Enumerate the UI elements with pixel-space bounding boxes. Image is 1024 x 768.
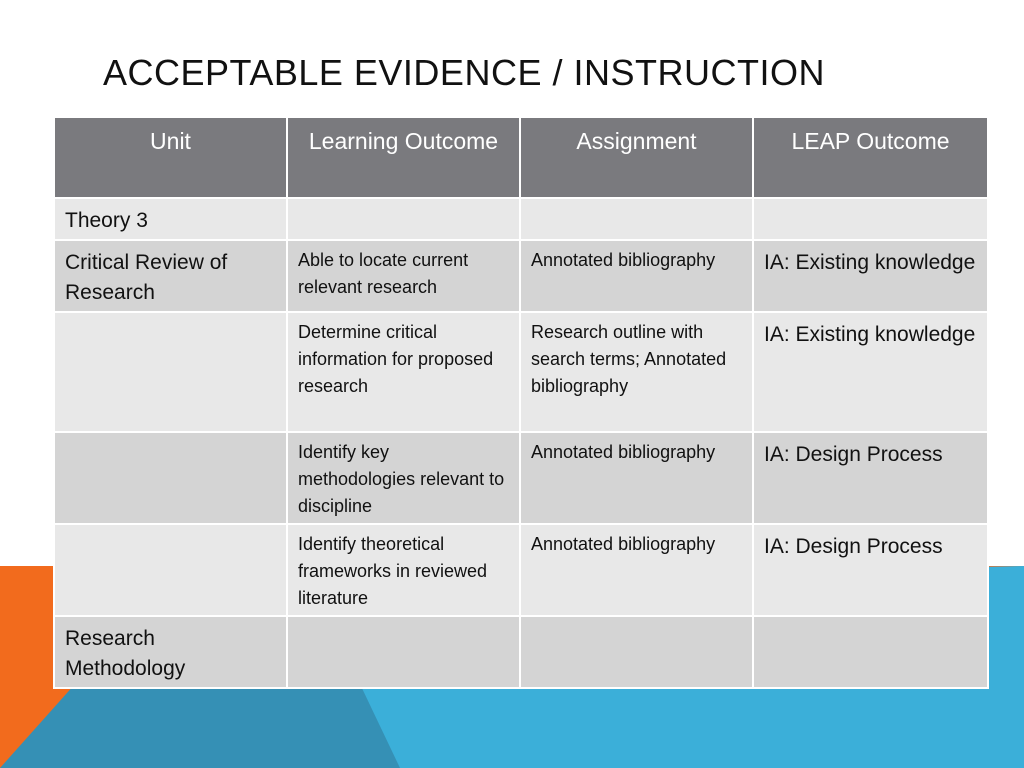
table-row xyxy=(54,616,988,688)
cell-unit xyxy=(54,524,287,616)
table-row xyxy=(54,524,988,616)
cell-assignment xyxy=(520,616,753,688)
slide-title: ACCEPTABLE EVIDENCE / INSTRUCTION xyxy=(103,52,825,93)
cell-leap-outcome: IA: Design Process xyxy=(753,524,988,616)
cell-assignment: Annotated bibliography xyxy=(520,432,753,524)
table-header-row xyxy=(54,117,988,198)
cell-learning-outcome: Identify theoretical frameworks in reviewed literature xyxy=(287,524,520,616)
evidence-table xyxy=(53,116,989,689)
cell-assignment: Annotated bibliography xyxy=(520,240,753,312)
header-learning-outcome: Learning Outcome xyxy=(287,117,520,198)
cell-unit: Research Methodology xyxy=(54,616,287,688)
cell-assignment: Research outline with search terms; Annotated bibliography xyxy=(520,312,753,432)
cell-assignment: Annotated bibliography xyxy=(520,524,753,616)
cell-unit xyxy=(54,312,287,432)
cell-unit: Critical Review of Research xyxy=(54,240,287,312)
cell-learning-outcome: Identify key methodologies relevant to discipline xyxy=(287,432,520,524)
cell-learning-outcome xyxy=(287,616,520,688)
header-assignment: Assignment xyxy=(520,117,753,198)
cell-unit xyxy=(54,432,287,524)
cell-learning-outcome: Able to locate current relevant research xyxy=(287,240,520,312)
cell-assignment xyxy=(520,198,753,240)
table-row xyxy=(54,432,988,524)
table-row xyxy=(54,312,988,432)
cell-leap-outcome xyxy=(753,198,988,240)
header-unit: Unit xyxy=(54,117,287,198)
table-row xyxy=(54,198,988,240)
cell-leap-outcome: IA: Existing knowledge xyxy=(753,240,988,312)
cell-leap-outcome: IA: Existing knowledge xyxy=(753,312,988,432)
cell-leap-outcome xyxy=(753,616,988,688)
cell-learning-outcome xyxy=(287,198,520,240)
cell-unit: Theory 3 xyxy=(54,198,287,240)
header-leap-outcome: LEAP Outcome xyxy=(753,117,988,198)
table-row xyxy=(54,240,988,312)
cell-leap-outcome: IA: Design Process xyxy=(753,432,988,524)
cell-learning-outcome: Determine critical information for proposed research xyxy=(287,312,520,432)
